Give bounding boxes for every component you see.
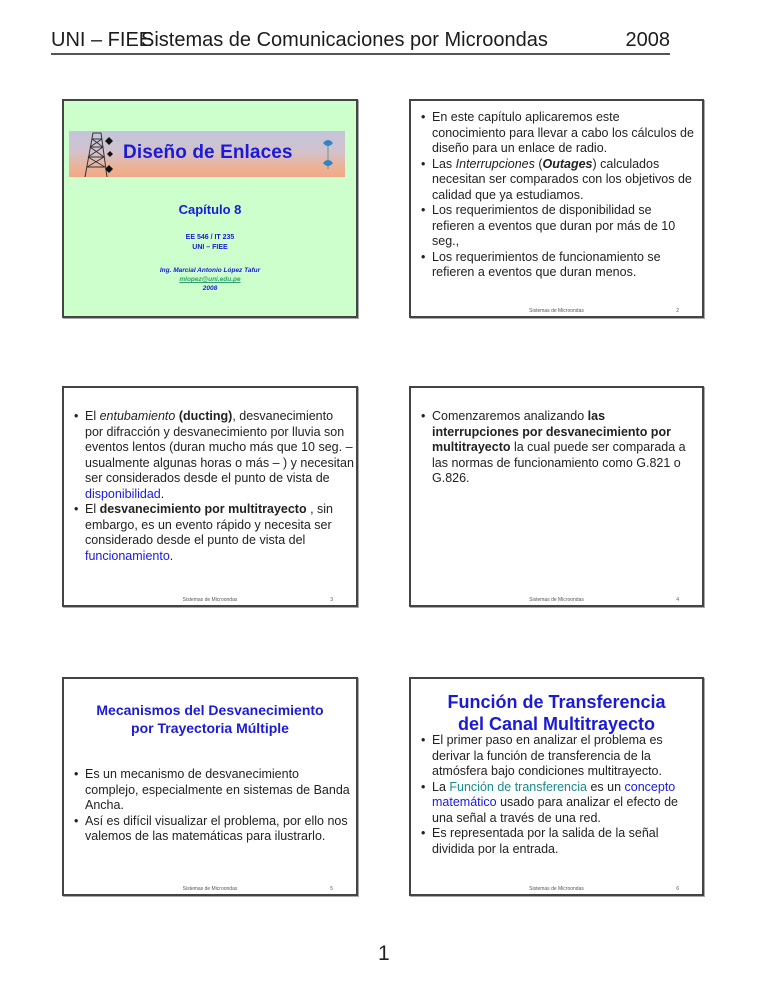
bullet-text: El primer paso en analizar el problema es derivar la función de transferencia de la atmósfera bajo condiciones multitrayecto. (432, 733, 663, 778)
bullet-text: Comenzaremos analizando (432, 409, 588, 423)
header-rule (51, 53, 670, 55)
slide-title (411, 691, 702, 735)
bullet-item (74, 502, 354, 564)
bullet-item (421, 157, 696, 204)
bullet-text: En este capítulo aplicaremos este conocimiento para llevar a cabo los cálculos de diseño para un enlace de radio. (432, 110, 694, 155)
bullet-text: , sin embargo, es un evento rápido y necesita ser considerado desde el punto de vista del (85, 502, 334, 547)
footer-text: Sistemas de Microondas (529, 597, 584, 603)
chapter-title: Capítulo 8 (178, 202, 242, 217)
author-name: Ing. Marcial Antonio López Tafur (159, 267, 261, 274)
footer-text: Sistemas de Microondas (529, 886, 584, 892)
slide-number: 5 (330, 886, 333, 892)
bullet-text: desvanecimiento por multitrayecto (99, 502, 307, 516)
bullet-text: El (85, 502, 100, 516)
bullet-text: Es un mecanismo de desvanecimiento complejo, especialmente en sistemas de Banda Ancha. (85, 767, 350, 812)
bullet-item (421, 250, 696, 281)
bullet-item (421, 203, 696, 250)
page-number: 1 (378, 942, 390, 965)
bullet-text: . (169, 548, 174, 563)
slide-title-line-1: Función de Transferencia (447, 692, 666, 712)
bullet-item (74, 409, 354, 502)
slide-1-title (62, 99, 358, 318)
slide-title-line-2: del Canal Multitrayecto (457, 714, 656, 734)
slide-number: 4 (676, 597, 679, 603)
bullet-text: Los requerimientos de funcionamiento se refieren a eventos que duran menos. (432, 249, 661, 279)
slide-title-line-1: Mecanismos del Desvanecimiento (96, 702, 324, 718)
bullet-text: (ducting) (178, 409, 233, 423)
presentation-title: Diseño de Enlaces (123, 142, 293, 163)
bullet-text: Las (432, 156, 456, 171)
bullet-list (421, 733, 701, 857)
bullet-text: disponibilidad (85, 486, 161, 501)
bullet-text: concepto matemático (432, 779, 676, 809)
bullet-text: es un (586, 779, 625, 794)
slide-number: 2 (676, 308, 679, 314)
bullet-text: Así es difícil visualizar el problema, por ello nos valemos de las matemáticas para ilustrarlo. (85, 813, 348, 843)
bullet-item (421, 733, 701, 780)
slide-6 (409, 677, 704, 896)
bullet-text: ( (534, 156, 543, 171)
slide-4 (409, 386, 704, 607)
header-left: UNI – FIEE (51, 29, 153, 51)
bullet-text: funcionamiento (85, 548, 170, 563)
bullet-text: usado para analizar el efecto de una señal a través de una red. (432, 795, 678, 825)
footer-text: Sistemas de Microondas (529, 308, 584, 314)
bullet-list (74, 767, 354, 845)
slide-number: 6 (676, 886, 679, 892)
header-year: 2008 (625, 29, 670, 51)
slide-title (64, 701, 356, 737)
title-banner (69, 131, 345, 177)
footer-text: Sistemas de Microondas (182, 886, 238, 892)
bullet-text: Los requerimientos de disponibilidad se refieren a eventos que duran por más de 10 seg., (432, 203, 676, 248)
slide-2 (409, 99, 704, 318)
slide-5 (62, 677, 358, 896)
author-email-link[interactable]: mlopez@uni.edu.pe (179, 276, 241, 283)
slide-number: 3 (330, 597, 333, 603)
bullet-list (74, 409, 354, 564)
bullet-text: entubamiento (99, 409, 176, 423)
bullet-text: Outages (542, 156, 593, 171)
institution: UNI – FIEE (192, 244, 228, 251)
header-title: Sistemas de Comunicaciones por Microondas (141, 29, 548, 51)
bullet-text: La (432, 779, 450, 794)
course-code: EE 546 / IT 235 (185, 234, 235, 241)
bullet-text: las interrupciones por desvanecimiento por multitrayecto (432, 409, 671, 454)
bullet-text: la cual puede ser comparada a las normas de funcionamiento como G.821 o G.826. (432, 440, 686, 485)
bullet-item (421, 780, 701, 827)
bullet-text: Es representada por la salida de la señal dividida por la entrada. (432, 826, 659, 856)
footer-text: Sistemas de Microondas (182, 597, 238, 603)
slide-year: 2008 (202, 285, 218, 292)
bullet-text: . (160, 486, 165, 501)
bullet-list (421, 110, 696, 281)
bullet-text: , desvanecimiento por difracción y desvanecimiento por lluvia son eventos lentos (duran mucho más que 10 seg. – usualmente algunas horas o más – ) y necesitan ser considerados desde el punto de vista de (85, 409, 354, 485)
bullet-text: Interrupciones (455, 156, 535, 171)
antenna-icon (321, 137, 335, 173)
bullet-item (74, 814, 354, 845)
bullet-text: El (85, 409, 100, 423)
slide-title-line-2: por Trayectoria Múltiple (131, 720, 289, 736)
bullet-item (421, 409, 693, 487)
tower-icon (77, 131, 121, 177)
bullet-text: ) calculados necesitan ser comparados con los objetivos de calidad que ya estudiamos. (432, 156, 692, 202)
bullet-list (421, 409, 693, 487)
bullet-item (421, 110, 696, 157)
bullet-item (74, 767, 354, 814)
bullet-item (421, 826, 701, 857)
bullet-text: Función de transferencia (449, 779, 587, 794)
slide-3 (62, 386, 358, 607)
